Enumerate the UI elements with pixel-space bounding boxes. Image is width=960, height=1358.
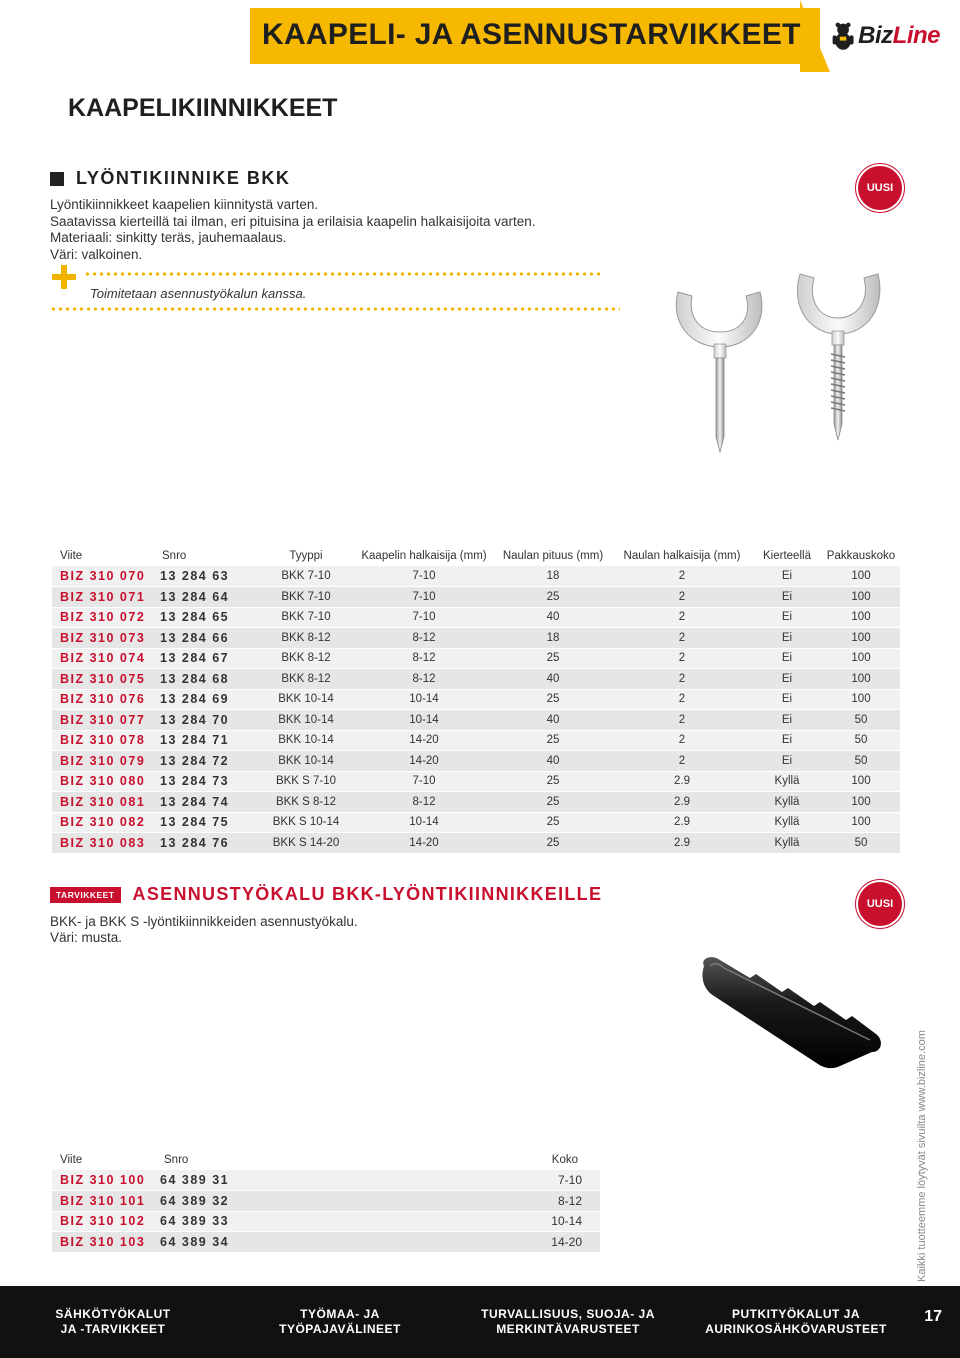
footer-category-line: TYÖPAJAVÄLINEET	[279, 1322, 401, 1336]
table-cell: 64 389 31	[156, 1170, 260, 1191]
table-cell: 8-12	[260, 1191, 600, 1212]
table-cell: 25	[494, 648, 612, 669]
reference-cell: BIZ 310 076	[52, 689, 154, 710]
table-cell: 18	[494, 628, 612, 649]
table-cell: Ei	[752, 689, 822, 710]
table-cell: Ei	[752, 648, 822, 669]
table-cell: 64 389 32	[156, 1191, 260, 1212]
table-cell: 10-14	[354, 710, 494, 731]
table-row	[52, 628, 900, 649]
table-cell: BKK 10-14	[258, 710, 354, 731]
table-cell: 8-12	[354, 669, 494, 690]
table-cell: 13 284 75	[154, 812, 258, 833]
table-cell: BKK 8-12	[258, 648, 354, 669]
table-cell: BKK S 10-14	[258, 812, 354, 833]
description-line: Väri: musta.	[50, 930, 123, 945]
table-cell: 25	[494, 812, 612, 833]
table-cell: 25	[494, 771, 612, 792]
reference-cell: BIZ 310 071	[52, 587, 154, 608]
new-badge: UUSI	[858, 882, 902, 926]
table-cell: 10-14	[354, 689, 494, 710]
bear-icon	[830, 13, 856, 59]
table-cell: 18	[494, 566, 612, 587]
column-header: Kaapelin halkaisija (mm)	[354, 546, 494, 566]
table-cell: 13 284 73	[154, 771, 258, 792]
table-cell: 64 389 34	[156, 1232, 260, 1253]
table-cell: 40	[494, 669, 612, 690]
accessory-title: ASENNUSTYÖKALU BKK-LYÖNTIKIINNIKKEILLE	[132, 884, 603, 904]
delivery-note: Toimitetaan asennustyökalun kanssa.	[90, 286, 307, 301]
table-row	[52, 669, 900, 690]
section-title: KAAPELIKIINNIKKEET	[68, 94, 338, 122]
table-cell: 2	[612, 751, 752, 772]
column-header: Naulan halkaisija (mm)	[612, 546, 752, 566]
website-note: Kaikki tuotteemme löytyvät sivuilta www.bizline.com	[916, 1030, 928, 1282]
table-cell: 25	[494, 587, 612, 608]
column-header: Tyyppi	[258, 546, 354, 566]
table-cell: 100	[822, 812, 900, 833]
table-cell: 100	[822, 607, 900, 628]
dotted-divider	[84, 272, 600, 276]
table-cell: Ei	[752, 669, 822, 690]
table-cell: Kyllä	[752, 833, 822, 854]
column-header: Naulan pituus (mm)	[494, 546, 612, 566]
table-row	[52, 710, 900, 731]
table-row	[52, 587, 900, 608]
reference-cell: BIZ 310 103	[52, 1232, 156, 1253]
table-cell: 8-12	[354, 792, 494, 813]
table-cell: 13 284 64	[154, 587, 258, 608]
table-cell: 2	[612, 628, 752, 649]
table-cell: 40	[494, 607, 612, 628]
reference-cell: BIZ 310 102	[52, 1211, 156, 1232]
table-cell: 2	[612, 689, 752, 710]
table-cell: 25	[494, 792, 612, 813]
table-cell: Ei	[752, 628, 822, 649]
table-cell: 14-20	[354, 833, 494, 854]
bizline-logo	[830, 8, 940, 64]
table-row	[52, 689, 900, 710]
accessory-table	[52, 1150, 600, 1253]
table-row	[52, 1232, 600, 1253]
table-row	[52, 1191, 600, 1212]
table-cell: BKK 7-10	[258, 607, 354, 628]
table-cell: 2.9	[612, 812, 752, 833]
description-line: BKK- ja BKK S -lyöntikiinnikkeiden asennustyökalu.	[50, 914, 358, 929]
table-row	[52, 648, 900, 669]
column-header: Koko	[551, 1154, 578, 1166]
table-cell: BKK S 14-20	[258, 833, 354, 854]
table-cell: 50	[822, 833, 900, 854]
table-cell: 14-20	[354, 751, 494, 772]
reference-cell: BIZ 310 079	[52, 751, 154, 772]
table-cell: BKK S 8-12	[258, 792, 354, 813]
table-cell: 100	[822, 689, 900, 710]
table-cell: 13 284 66	[154, 628, 258, 649]
table-cell: Ei	[752, 566, 822, 587]
table-cell: 25	[494, 689, 612, 710]
table-cell: 14-20	[260, 1232, 600, 1253]
table-header-row	[52, 546, 900, 566]
page-header-title: KAAPELI- JA ASENNUSTARVIKKEET	[262, 18, 801, 51]
table-row	[52, 792, 900, 813]
table-cell: BKK 7-10	[258, 566, 354, 587]
table-cell: 7-10	[354, 566, 494, 587]
table-cell: 13 284 72	[154, 751, 258, 772]
table-cell: 100	[822, 792, 900, 813]
table-cell: 50	[822, 730, 900, 751]
table-row	[52, 1170, 600, 1191]
table-cell: 100	[822, 628, 900, 649]
plus-icon	[50, 263, 78, 291]
table-cell: 7-10	[260, 1170, 600, 1191]
table-cell: 7-10	[354, 607, 494, 628]
accessory-heading	[50, 884, 602, 905]
table-cell: BKK 10-14	[258, 751, 354, 772]
table-cell: 64 389 33	[156, 1211, 260, 1232]
table-row	[52, 730, 900, 751]
table-cell: 7-10	[354, 587, 494, 608]
logo-wordmark: BizLine	[858, 22, 940, 49]
dotted-divider	[50, 307, 620, 311]
footer-category-line: TYÖMAA- JA	[300, 1307, 380, 1321]
table-cell: Ei	[752, 710, 822, 731]
table-cell: 8-12	[354, 648, 494, 669]
table-row	[52, 1211, 600, 1232]
reference-cell: BIZ 310 083	[52, 833, 154, 854]
table-cell: 2	[612, 710, 752, 731]
table-cell: 100	[822, 566, 900, 587]
table-cell: Kyllä	[752, 812, 822, 833]
table-cell: 13 284 63	[154, 566, 258, 587]
table-cell: 2.9	[612, 833, 752, 854]
accessory-tag: TARVIKKEET	[50, 887, 121, 903]
reference-cell: BIZ 310 075	[52, 669, 154, 690]
table-row	[52, 812, 900, 833]
table-cell: 10-14	[260, 1211, 600, 1232]
column-header: Kierteellä	[752, 546, 822, 566]
table-cell: 25	[494, 833, 612, 854]
table-cell: 50	[822, 710, 900, 731]
table-cell: 40	[494, 710, 612, 731]
footer-category-line: MERKINTÄVARUSTEET	[496, 1322, 640, 1336]
description-line: Lyöntikiinnikkeet kaapelien kiinnitystä varten.	[50, 197, 319, 212]
reference-cell: BIZ 310 078	[52, 730, 154, 751]
reference-cell: BIZ 310 080	[52, 771, 154, 792]
column-header: Snro	[164, 1154, 189, 1166]
reference-cell: BIZ 310 072	[52, 607, 154, 628]
footer-category-line: PUTKITYÖKALUT JA	[732, 1307, 860, 1321]
table-cell: Ei	[752, 751, 822, 772]
table-cell: Ei	[752, 730, 822, 751]
table-cell: 13 284 76	[154, 833, 258, 854]
footer-category	[0, 1307, 226, 1337]
footer-category-line: TURVALLISUUS, SUOJA- JA	[481, 1307, 655, 1321]
product-title: LYÖNTIKIINNIKE BKK	[76, 168, 291, 188]
product-table	[52, 546, 900, 854]
table-cell: 100	[822, 771, 900, 792]
table-cell: BKK 8-12	[258, 628, 354, 649]
footer-category	[682, 1307, 910, 1337]
table-cell: 13 284 68	[154, 669, 258, 690]
table-cell: 2.9	[612, 771, 752, 792]
table-cell: Ei	[752, 607, 822, 628]
table-cell: 13 284 69	[154, 689, 258, 710]
table-row	[52, 751, 900, 772]
table-cell: 7-10	[354, 771, 494, 792]
table-cell: 2	[612, 566, 752, 587]
table-header-row	[52, 1150, 600, 1170]
table-cell: 13 284 65	[154, 607, 258, 628]
reference-cell: BIZ 310 101	[52, 1191, 156, 1212]
table-cell: BKK 8-12	[258, 669, 354, 690]
installation-tool-image	[690, 948, 890, 1088]
table-cell: 10-14	[354, 812, 494, 833]
column-header: Snro	[154, 546, 258, 566]
table-row	[52, 607, 900, 628]
table-cell: 2	[612, 587, 752, 608]
table-cell: 13 284 74	[154, 792, 258, 813]
cable-clip-image	[650, 262, 900, 502]
table-cell: BKK S 7-10	[258, 771, 354, 792]
table-cell: 14-20	[354, 730, 494, 751]
table-row	[52, 771, 900, 792]
table-row	[52, 566, 900, 587]
description-line: Väri: valkoinen.	[50, 246, 143, 262]
table-cell: BKK 7-10	[258, 587, 354, 608]
footer-category	[226, 1307, 454, 1337]
table-cell: 2	[612, 669, 752, 690]
square-bullet-icon	[50, 172, 64, 186]
table-cell: 2	[612, 730, 752, 751]
reference-cell: BIZ 310 077	[52, 710, 154, 731]
reference-cell: BIZ 310 081	[52, 792, 154, 813]
accessory-description	[50, 914, 358, 946]
footer-category-line: AURINKOSÄHKÖVARUSTEET	[705, 1322, 887, 1336]
table-cell: BKK 10-14	[258, 730, 354, 751]
table-cell: 2	[612, 648, 752, 669]
footer-category-line: SÄHKÖTYÖKALUT	[55, 1307, 171, 1321]
table-cell: 100	[822, 669, 900, 690]
reference-cell: BIZ 310 100	[52, 1170, 156, 1191]
table-cell: Kyllä	[752, 771, 822, 792]
table-cell: 100	[822, 587, 900, 608]
table-cell: 40	[494, 751, 612, 772]
product-heading	[50, 168, 290, 189]
footer-category-line: JA -TARVIKKEET	[60, 1322, 166, 1336]
column-header: Viite	[60, 1154, 83, 1166]
table-cell: 2	[612, 607, 752, 628]
column-header: Viite	[52, 546, 154, 566]
product-description	[50, 197, 650, 263]
table-cell: 25	[494, 730, 612, 751]
reference-cell: BIZ 310 070	[52, 566, 154, 587]
table-cell: 2.9	[612, 792, 752, 813]
page-header	[0, 0, 960, 72]
column-header: Pakkauskoko	[822, 546, 900, 566]
table-row	[52, 833, 900, 854]
page-number: 17	[924, 1308, 942, 1325]
table-cell: 13 284 67	[154, 648, 258, 669]
table-cell: 50	[822, 751, 900, 772]
reference-cell: BIZ 310 074	[52, 648, 154, 669]
description-line: Saatavissa kierteillä tai ilman, eri pituisina ja erilaisia kaapelin halkaisijoita varten.	[50, 213, 536, 229]
header-band-slant	[800, 0, 830, 72]
page-footer	[0, 1286, 960, 1358]
table-cell: 100	[822, 648, 900, 669]
new-badge: UUSI	[858, 166, 902, 210]
reference-cell: BIZ 310 073	[52, 628, 154, 649]
table-cell: Kyllä	[752, 792, 822, 813]
footer-category	[454, 1307, 682, 1337]
table-cell: Ei	[752, 587, 822, 608]
table-cell: 8-12	[354, 628, 494, 649]
reference-cell: BIZ 310 082	[52, 812, 154, 833]
table-cell: 13 284 70	[154, 710, 258, 731]
table-cell: 13 284 71	[154, 730, 258, 751]
description-line: Materiaali: sinkitty teräs, jauhemaalaus.	[50, 230, 287, 245]
table-cell: BKK 10-14	[258, 689, 354, 710]
